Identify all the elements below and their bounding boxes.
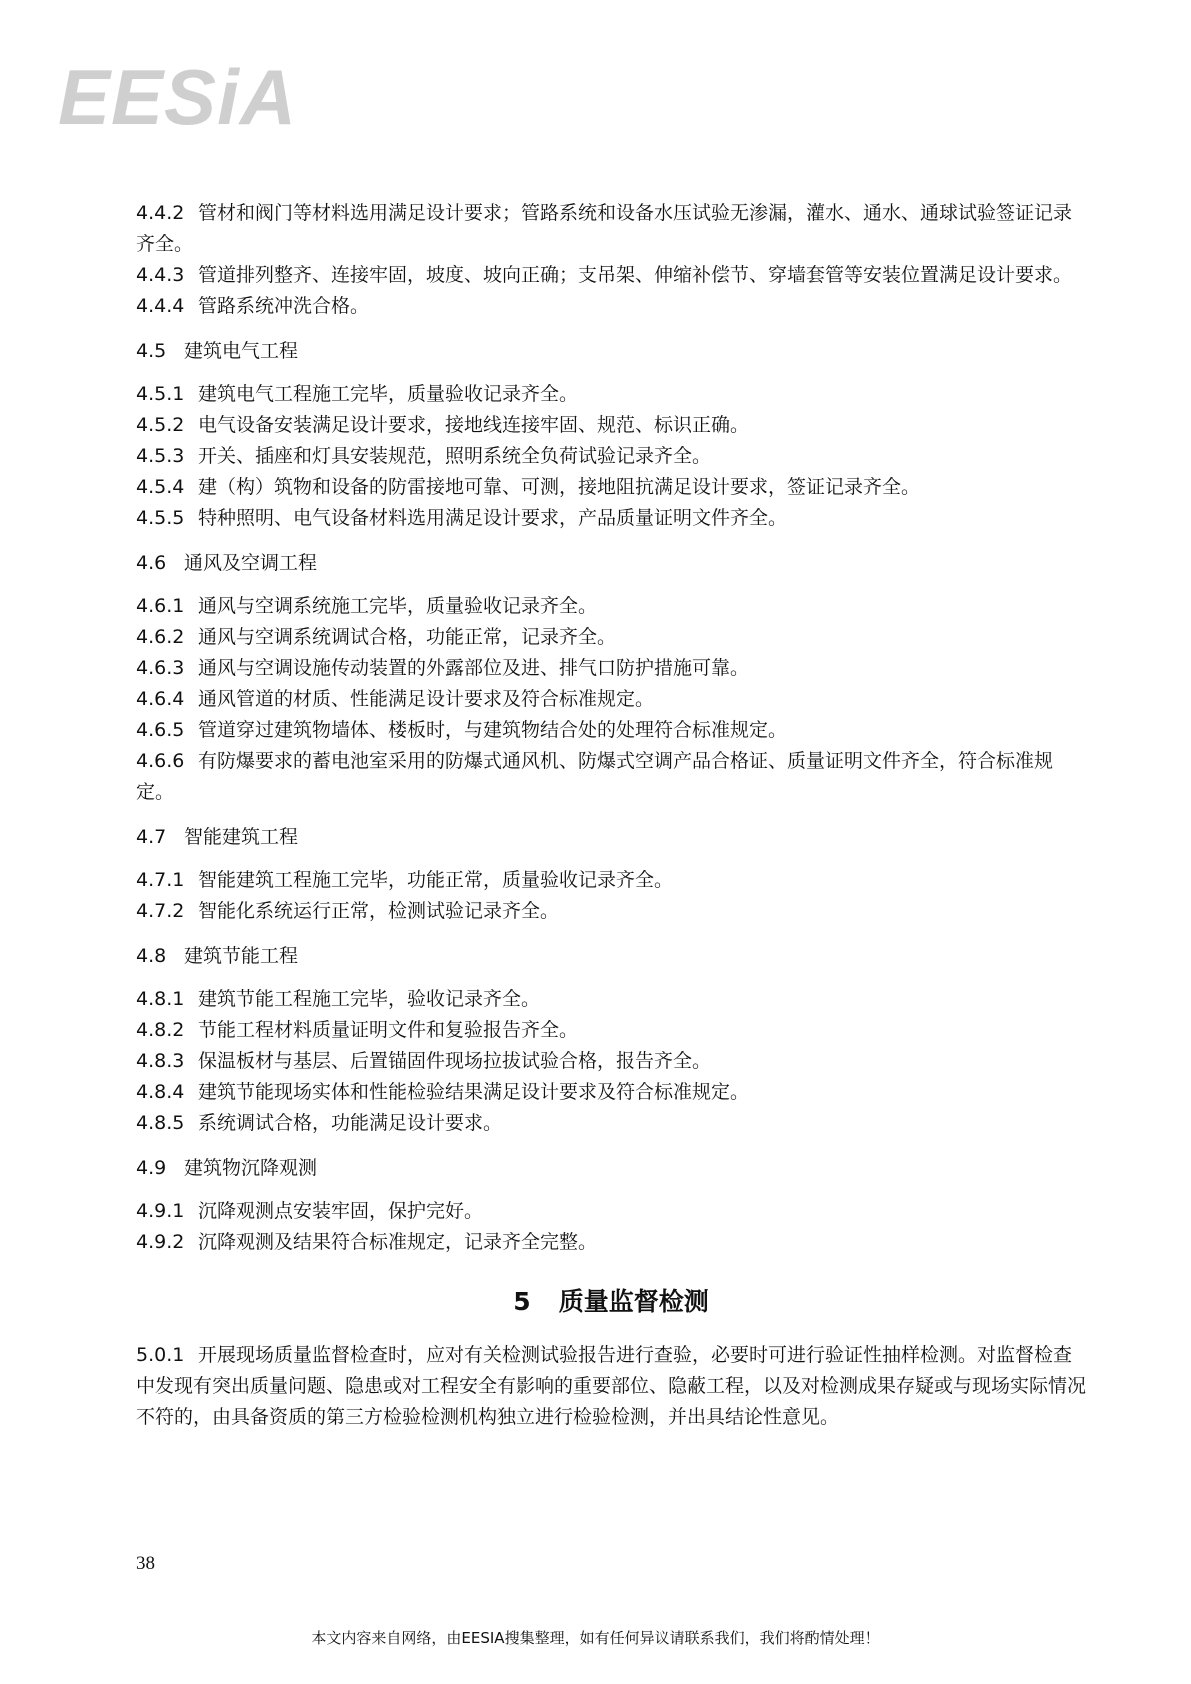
clause: 4.8.4 建筑节能现场实体和性能检验结果满足设计要求及符合标准规定。 — [136, 1081, 750, 1103]
clause: 4.5.1 建筑电气工程施工完毕，质量验收记录齐全。 — [136, 383, 579, 405]
clause: 4.9.2 沉降观测及结果符合标准规定，记录齐全完整。 — [136, 1231, 598, 1253]
clause: 4.4.3 管道排列整齐、连接牢固，坡度、坡向正确；支吊架、伸缩补偿节、穿墙套管等安装位置满足设计要求。 — [136, 264, 1073, 286]
clause: 4.8.5 系统调试合格，功能满足设计要求。 — [136, 1112, 503, 1134]
page-body — [136, 198, 1086, 1433]
page-number: 38 — [136, 1553, 155, 1574]
section-heading-4-8: 4.8 建筑节能工程 — [136, 945, 299, 967]
clause: 4.5.2 电气设备安装满足设计要求，接地线连接牢固、规范、标识正确。 — [136, 414, 750, 436]
clause: 4.5.4 建（构）筑物和设备的防雷接地可靠、可测，接地阻抗满足设计要求，签证记录齐全。 — [136, 476, 921, 498]
clause: 4.6.4 通风管道的材质、性能满足设计要求及符合标准规定。 — [136, 688, 655, 710]
clause: 4.8.2 节能工程材料质量证明文件和复验报告齐全。 — [136, 1019, 579, 1041]
chapter-heading: 5 质量监督检测 — [513, 1287, 709, 1316]
clause: 4.4.4 管路系统冲洗合格。 — [136, 295, 370, 317]
section-heading-4-7: 4.7 智能建筑工程 — [136, 826, 299, 848]
clause: 4.5.3 开关、插座和灯具安装规范，照明系统全负荷试验记录齐全。 — [136, 445, 712, 467]
clause: 4.6.6 有防爆要求的蓄电池室采用的防爆式通风机、防爆式空调产品合格证、质量证明文件齐全，符合标准规定。 — [136, 750, 1054, 803]
clause: 4.8.3 保温板材与基层、后置锚固件现场拉拔试验合格，报告齐全。 — [136, 1050, 712, 1072]
clause: 4.7.1 智能建筑工程施工完毕，功能正常，质量验收记录齐全。 — [136, 869, 674, 891]
clause: 4.6.3 通风与空调设施传动装置的外露部位及进、排气口防护措施可靠。 — [136, 657, 750, 679]
clause: 4.4.2 管材和阀门等材料选用满足设计要求；管路系统和设备水压试验无渗漏，灌水、通水、通球试验签证记录齐全。 — [136, 202, 1073, 255]
section-heading-4-5: 4.5 建筑电气工程 — [136, 340, 299, 362]
clause: 4.6.1 通风与空调系统施工完毕，质量验收记录齐全。 — [136, 595, 598, 617]
footer-disclaimer: 本文内容来自网络，由EESIA搜集整理，如有任何异议请联系我们，我们将酌情处理！ — [311, 1629, 880, 1647]
eesia-logo: EESiA — [58, 53, 298, 141]
clause: 4.5.5 特种照明、电气设备材料选用满足设计要求，产品质量证明文件齐全。 — [136, 507, 788, 529]
clause: 4.6.5 管道穿过建筑物墙体、楼板时，与建筑物结合处的处理符合标准规定。 — [136, 719, 788, 741]
clause: 4.6.2 通风与空调系统调试合格，功能正常，记录齐全。 — [136, 626, 617, 648]
clause: 4.8.1 建筑节能工程施工完毕，验收记录齐全。 — [136, 988, 541, 1010]
section-heading-4-9: 4.9 建筑物沉降观测 — [136, 1157, 318, 1179]
section-heading-4-6: 4.6 通风及空调工程 — [136, 552, 318, 574]
clause: 5.0.1 开展现场质量监督检查时，应对有关检测试验报告进行查验，必要时可进行验证性抽样检测。对监督检查中发现有突出质量问题、隐患或对工程安全有影响的重要部位、隐蔽工程，以及对检测成果存疑或与现场实际情况不符的，由具备资质的第三方检验检测机构独立进行检验检测，并出具结论性意见。 — [136, 1344, 1087, 1428]
clause: 4.9.1 沉降观测点安装牢固，保护完好。 — [136, 1200, 484, 1222]
clause: 4.7.2 智能化系统运行正常，检测试验记录齐全。 — [136, 900, 560, 922]
